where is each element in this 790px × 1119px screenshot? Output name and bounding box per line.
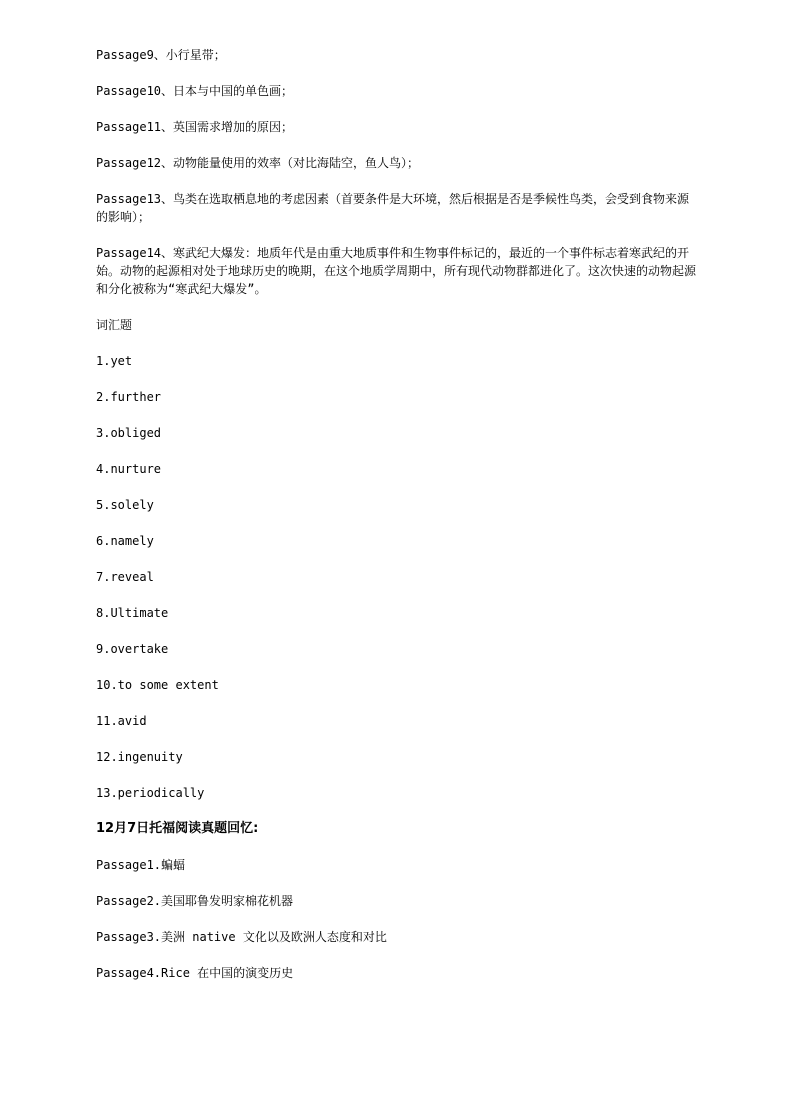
passage-line: Passage3.美洲 native 文化以及欧洲人态度和对比 bbox=[96, 930, 387, 944]
vocab-heading: 词汇题 bbox=[96, 318, 133, 332]
document-body bbox=[96, 46, 696, 1000]
passage-line: Passage1.蝙蝠 bbox=[96, 858, 186, 872]
vocab-item: 1.yet bbox=[96, 354, 133, 368]
passage-line: Passage2.美国耶鲁发明家棉花机器 bbox=[96, 894, 294, 908]
vocab-item: 12.ingenuity bbox=[96, 750, 183, 764]
section-heading: 12月7日托福阅读真题回忆: bbox=[96, 821, 259, 836]
vocab-item: 11.avid bbox=[96, 714, 147, 728]
passage-line: Passage12、动物能量使用的效率（对比海陆空，鱼人鸟）； bbox=[96, 156, 420, 170]
vocab-item: 4.nurture bbox=[96, 462, 162, 476]
passage-line: Passage9、小行星带； bbox=[96, 48, 226, 62]
vocab-item: 2.further bbox=[96, 390, 162, 404]
vocab-item: 5.solely bbox=[96, 498, 154, 512]
passage-line: Passage14、寒武纪大爆发：地质年代是由重大地质事件和生物事件标记的，最近的一个事件标志着寒武纪的开始。动物的起源相对处于地球历史的晚期，在这个地质学周期中，所有现代动物群都进化了。这次快速的动物起源和分化被称为“寒武纪大爆发”。 bbox=[96, 246, 697, 296]
passage-line: Passage11、英国需求增加的原因； bbox=[96, 120, 294, 134]
vocab-item: 3.obliged bbox=[96, 426, 162, 440]
vocab-item: 8.Ultimate bbox=[96, 606, 169, 620]
vocab-item: 10.to some extent bbox=[96, 678, 219, 692]
vocab-item: 6.namely bbox=[96, 534, 154, 548]
vocab-item: 9.overtake bbox=[96, 642, 169, 656]
passage-line: Passage10、日本与中国的单色画； bbox=[96, 84, 294, 98]
passage-line: Passage13、鸟类在选取栖息地的考虑因素（首要条件是大环境，然后根据是否是季候性鸟类，会受到食物来源的影响）； bbox=[96, 192, 690, 224]
vocab-item: 13.periodically bbox=[96, 786, 205, 800]
passage-line: Passage4.Rice 在中国的演变历史 bbox=[96, 966, 294, 980]
vocab-item: 7.reveal bbox=[96, 570, 154, 584]
